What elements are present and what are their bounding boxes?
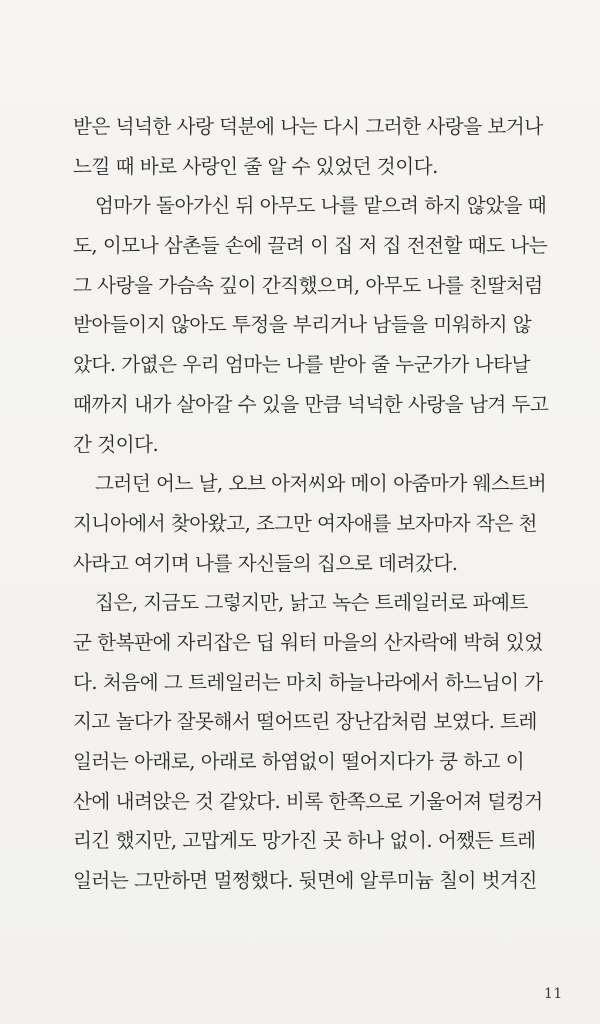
text-line: 지니아에서 찾아왔고, 조그만 여자애를 보자마자 작은 천 (73, 511, 537, 535)
text-line: 도, 이모나 삼촌들 손에 끌려 이 집 저 집 전전할 때도 나는 (73, 234, 548, 258)
text-line: 사라고 여기며 나를 자신들의 집으로 데려갔다. (73, 551, 458, 575)
text-line: 리긴 했지만, 고맙게도 망가진 곳 하나 없이. 어쨌든 트레 (73, 829, 536, 853)
text-line: 았다. 가엾은 우리 엄마는 나를 받아 줄 누군가가 나타날 (73, 353, 530, 377)
text-line: 느낄 때 바로 사랑인 줄 알 수 있었던 것이다. (73, 154, 438, 178)
text-line: 그 사랑을 가슴속 깊이 간직했으며, 아무도 나를 친딸처럼 (73, 273, 543, 297)
text-line: 받은 넉넉한 사랑 덕분에 나는 다시 그러한 사랑을 보거나 (73, 115, 543, 138)
text-line: 집은, 지금도 그렇지만, 낡고 녹슨 트레일러로 파예트 (95, 591, 528, 615)
text-line: 그러던 어느 날, 오브 아저씨와 메이 아줌마가 웨스트버 (95, 472, 547, 496)
text-line: 간 것이다. (73, 432, 159, 456)
text-line: 엄마가 돌아가신 뒤 아무도 나를 맡으려 하지 않았을 때 (95, 194, 547, 218)
text-line: 군 한복판에 자리잡은 딥 워터 마을의 산자락에 박혀 있었 (73, 630, 543, 654)
text-line: 일러는 그만하면 멀쩡했다. 뒷면에 알루미늄 칠이 벗겨진 (73, 869, 537, 893)
body-text (73, 107, 575, 901)
text-line: 지고 놀다가 잘못해서 떨어뜨린 장난감처럼 보였다. 트레 (73, 710, 537, 734)
text-line: 받아들이지 않아도 투정을 부리거나 남들을 미워하지 않 (73, 313, 532, 337)
text-line: 일러는 아래로, 아래로 하염없이 떨어지다가 쿵 하고 이 (73, 750, 525, 773)
text-line: 산에 내려앉은 것 같았다. 비록 한쪽으로 기울어져 덜컹거 (73, 789, 543, 813)
page-number: 11 (544, 986, 563, 1002)
text-line: 다. 처음에 그 트레일러는 마치 하늘나라에서 하느님이 가 (73, 670, 543, 694)
text-line: 때까지 내가 살아갈 수 있을 만큼 넉넉한 사랑을 남겨 두고 (73, 392, 549, 416)
